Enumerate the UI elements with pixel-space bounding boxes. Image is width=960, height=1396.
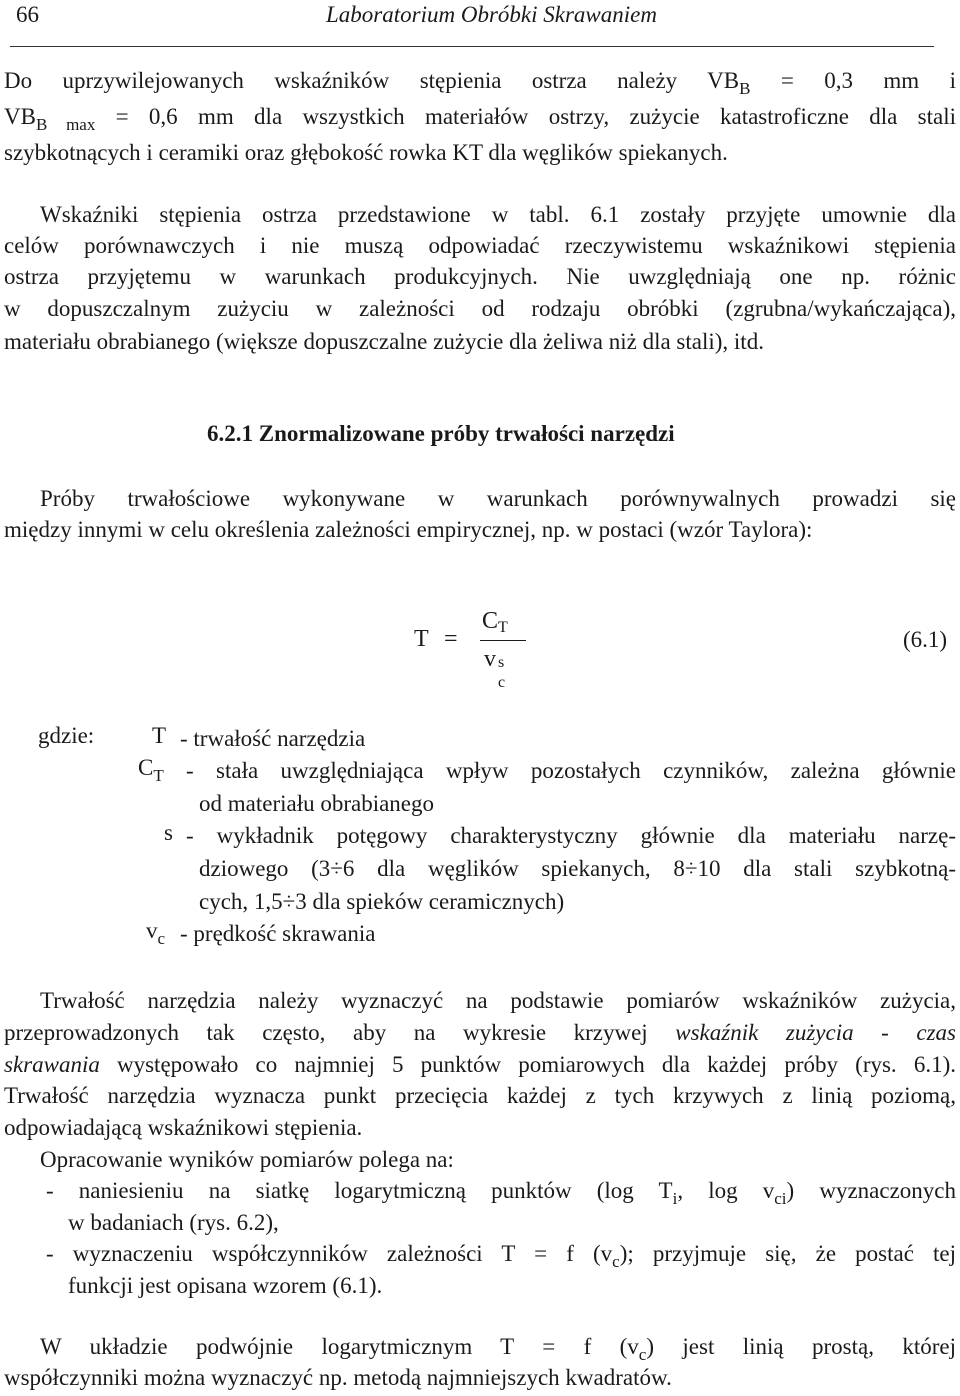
list-item-2-line-1: - wyznaczeniu współczynników zależności T = f $(v_c)$; przyjmuje się, że postać tej	[46, 1241, 956, 1271]
paragraph-6-line-2: współczynniki można wyznaczyć np. metodą najmniejszych kwadratów.	[4, 1365, 672, 1390]
paragraph-4-line-5: odpowiadającą wskaźnikowi stępienia.	[4, 1115, 363, 1140]
def-text-CT-line-1: - stała uwzględniająca wpływ pozostałych czynników, zależna głównie	[186, 758, 956, 783]
paragraph-2-line-4: w dopuszczalnym zużyciu w zależności od rodzaju obróbki (zgrubna/wykańczająca),	[4, 296, 956, 321]
fraction-bar	[480, 640, 526, 641]
paragraph-2-line-1: Wskaźniki stępienia ostrza przedstawione w tabl. 6.1 zostały przyjęte umownie dla	[40, 202, 956, 227]
paragraph-6-line-1: W układzie podwójnie logarytmicznym T = f $(v_c)$ jest linią prostą, której	[40, 1334, 956, 1364]
list-item-1-line-1: - naniesieniu na siatkę logarytmiczną punktów (log $T_i$, $\log v_{ci}$) wyznaczonych	[46, 1178, 957, 1208]
paragraph-4-line-2: przeprowadzonych tak często, aby na wykresie krzywej wskaźnik zużycia - czas	[4, 1020, 956, 1045]
paragraph-4-line-1: Trwałość narzędzia należy wyznaczyć na podstawie pomiarów wskaźników zużycia,	[40, 988, 956, 1013]
def-symbol-CT: $C_T$	[138, 755, 164, 785]
def-text-s-line-1: - wykładnik potęgowy charakterystyczny głównie dla materiału narzę-	[186, 823, 956, 848]
formula-numerator: CT	[482, 608, 508, 636]
formula-lhs: T	[414, 626, 429, 652]
def-text-T: - trwałość narzędzia	[180, 726, 366, 751]
def-text-s-line-2: dziowego (3÷6 dla węglików spiekanych, 8÷10 dla stali szybkotną-	[199, 856, 956, 881]
header-rule	[10, 46, 934, 47]
running-title: Laboratorium Obróbki Skrawaniem	[326, 2, 657, 27]
def-symbol-vc: $v_c$	[146, 918, 166, 948]
definitions-label: gdzie:	[38, 723, 95, 748]
paragraph-1-line-2: $VB_{B max} = 0,6$ mm dla wszystkich materiałów ostrzy, zużycie katastroficzne dla stali	[4, 104, 956, 134]
paragraph-3-line-1: Próby trwałościowe wykonywane w warunkach porównywalnych prowadzi się	[40, 486, 956, 511]
def-text-s-line-3: cych, 1,5÷3 dla spieków ceramicznych)	[199, 889, 565, 914]
paragraph-2-line-5: materiału obrabianego (większe dopuszczalne zużycie dla żeliwa niż dla stali), itd.	[4, 329, 764, 354]
def-text-CT-line-2: od materiału obrabianego	[199, 791, 435, 816]
page-number: 66	[16, 2, 39, 27]
paragraph-1-line-3: szybkotnących i ceramiki oraz głębokość rowka KT dla węglików spiekanych.	[4, 140, 728, 165]
paragraph-4-line-4: Trwałość narzędzia wyznacza punkt przecięcia każdej z tych krzywych z linią poziomą,	[4, 1083, 956, 1108]
paragraph-2-line-3: ostrza przyjętemu w warunkach produkcyjnych. Nie uwzględniają one np. różnic	[4, 264, 956, 289]
paragraph-5-intro: Opracowanie wyników pomiarów polega na:	[40, 1147, 454, 1172]
taylor-formula	[410, 608, 540, 698]
paragraph-1-line-1: Do uprzywilejowanych wskaźników stępienia ostrza należy $VB_B = 0,3$ mm i	[4, 68, 956, 98]
list-item-1-line-2: w badaniach (rys. 6.2),	[68, 1210, 279, 1235]
section-heading: 6.2.1 Znormalizowane próby trwałości narzędzi	[207, 421, 675, 446]
formula-equals: =	[444, 626, 458, 652]
paragraph-4-line-3: skrawania występowało co najmniej 5 punktów pomiarowych dla każdej próby (rys. 6.1).	[4, 1052, 956, 1077]
def-symbol-T: T	[152, 723, 167, 748]
equation-number: (6.1)	[903, 627, 948, 652]
paragraph-2-line-2: celów porównawczych i nie muszą odpowiadać rzeczywistemu wskaźnikowi stępienia	[4, 233, 956, 258]
list-item-2-line-2: funkcji jest opisana wzorem (6.1).	[68, 1273, 383, 1298]
formula-denominator: v s c	[484, 646, 506, 691]
paragraph-3-line-2: między innymi w celu określenia zależności empirycznej, np. w postaci (wzór Taylora):	[4, 517, 813, 542]
def-symbol-s: s	[164, 820, 173, 845]
def-text-vc: - prędkość skrawania	[180, 921, 376, 946]
